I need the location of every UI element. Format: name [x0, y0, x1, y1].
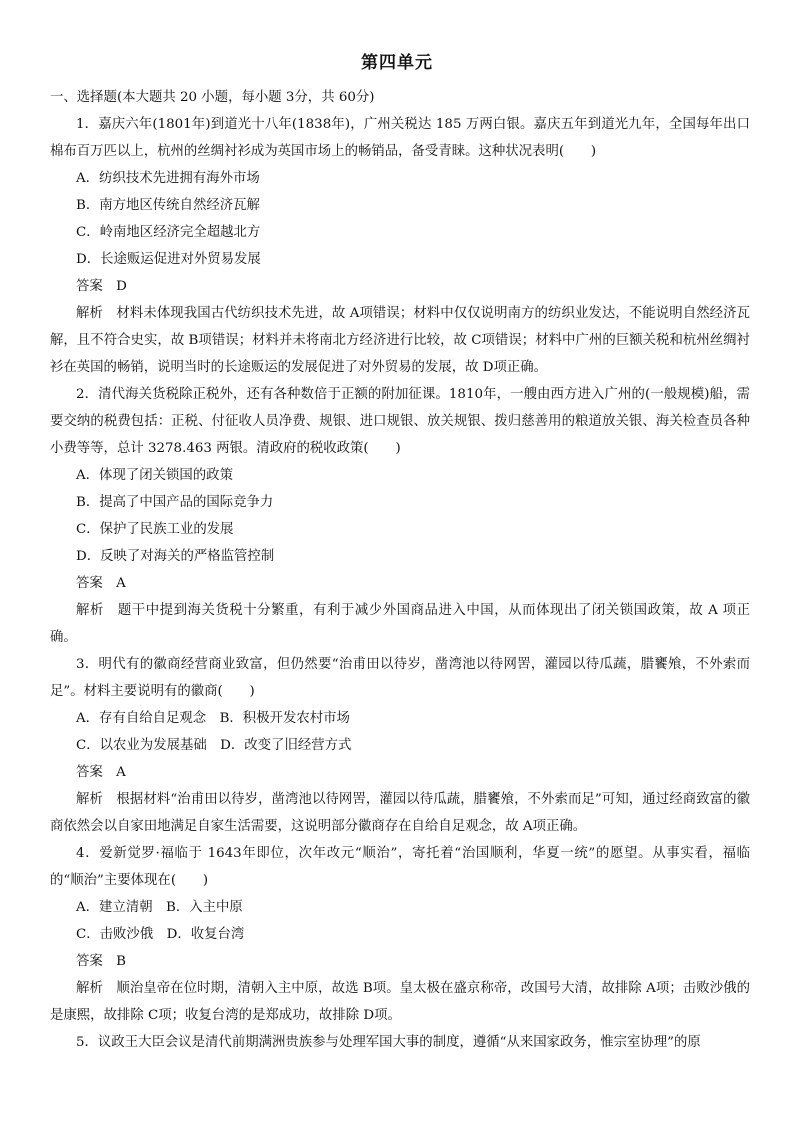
question-option: B．南方地区传统自然经济瓦解 — [76, 198, 260, 213]
question-stem: 2．清代海关货税除正税外，还有各种数倍于正额的附加征课。1810年，一艘由西方进入广州的(一般规模)船，需要交纳的税费包括：正税、付征收人员净费、规银、进口规银、放关规银、拨归慈善用的粮道放关银、海关检查员各种小费等等，总计 3278.463 两银。清政府的税收政策( ) — [50, 387, 750, 456]
question-stem: 4．爱新觉罗·福临于 1643年即位，次年改元“顺治”，寄托着“治国顺利，华夏一统”的愿望。从事实看，福临的“顺治”主要体现在( ) — [50, 846, 750, 888]
analysis-text: 解析 根据材料“治甫田以待岁，凿湾池以待网罟，灌园以待瓜蔬，腊饔飧，不外索而足”可知，通过经商致富的徽商依然会以自家田地满足自家生活需要，这说明部分徽商存在自给自足观念，故 A项正确。 — [50, 792, 750, 834]
question-option: A．纺织技术先进拥有海外市场 — [76, 171, 260, 186]
answer-line: 答案 D — [76, 279, 127, 294]
question-stem: 3．明代有的徽商经营商业致富，但仍然要“治甫田以待岁，凿湾池以待网罟，灌园以待瓜蔬，腊饔飧，不外索而足”。材料主要说明有的徽商( ) — [50, 657, 750, 699]
question-option: C．岭南地区经济完全超越北方 — [76, 225, 261, 240]
question-option: D．长途贩运促进对外贸易发展 — [76, 252, 261, 267]
analysis-text: 解析 题干中提到海关货税十分繁重，有利于减少外国商品进入中国，从而体现出了闭关锁国政策，故 A 项正确。 — [50, 603, 750, 645]
answer-line: 答案 B — [76, 954, 127, 969]
question-option: B．提高了中国产品的国际竞争力 — [76, 495, 274, 510]
question-option: C．击败沙俄 D．收复台湾 — [76, 927, 245, 942]
question-stem: 1．嘉庆六年(1801年)到道光十八年(1838年)，广州关税达 185 万两白银。嘉庆五年到道光九年，全国每年出口棉布百万匹以上，杭州的丝绸衬衫成为英国市场上的畅销品，备受青睐。这种状况表明( ) — [50, 117, 750, 159]
section-heading: 一、选择题(本大题共 20 小题，每小题 3分，共 60分) — [50, 90, 375, 105]
question-option: A．体现了闭关锁国的政策 — [76, 468, 233, 483]
question-option: A．建立清朝 B．入主中原 — [76, 900, 243, 915]
question-option: A．存有自给自足观念 B．积极开发农村市场 — [76, 711, 350, 726]
answer-line: 答案 A — [76, 765, 126, 780]
question-option: D．反映了对海关的严格监管控制 — [76, 549, 275, 564]
analysis-text: 解析 材料未体现我国古代纺织技术先进，故 A项错误；材料中仅仅说明南方的纺织业发达，不能说明自然经济瓦解，且不符合史实，故 B项错误；材料并未将南北方经济进行比较，故 C项错误；材料中广州的巨额关税和杭州丝绸衬衫在英国的畅销，说明当时的长途贩运的发展促进了对外贸易的发展，故 D项正确。 — [50, 306, 750, 375]
page-title: 第四单元 — [361, 53, 433, 73]
question-option: C．以农业为发展基础 D．改变了旧经营方式 — [76, 738, 352, 753]
answer-line: 答案 A — [76, 576, 126, 591]
question-stem: 5．议政王大臣会议是清代前期满洲贵族参与处理军国大事的制度，遵循“从来国家政务，惟宗室协理”的原 — [76, 1035, 701, 1050]
document-body — [50, 84, 750, 1056]
analysis-text: 解析 顺治皇帝在位时期，清朝入主中原，故选 B项。皇太极在盛京称帝，改国号大清，故排除 A项；击败沙俄的是康熙，故排除 C项；收复台湾的是郑成功，故排除 D项。 — [50, 981, 750, 1023]
question-option: C．保护了民族工业的发展 — [76, 522, 234, 537]
